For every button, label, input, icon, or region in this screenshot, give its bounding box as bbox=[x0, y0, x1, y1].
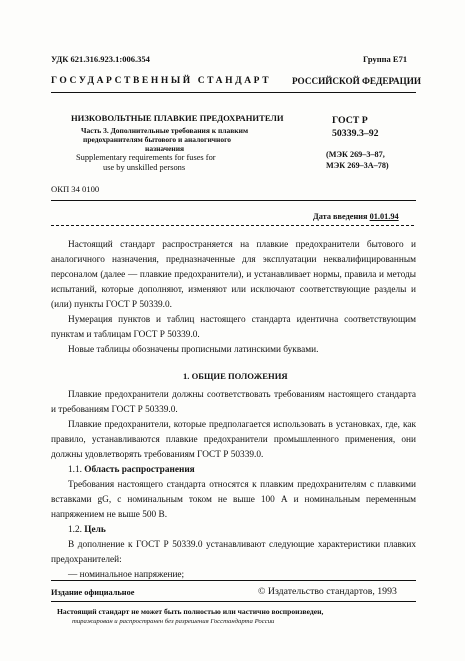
okp-rule bbox=[51, 200, 416, 201]
intro-paragraph-2: Нумерация пунктов и таблиц настоящего стандарта идентична соответствующим пунктам и таблицам ГОСТ Р 50339.0. bbox=[51, 315, 416, 340]
intro-text bbox=[51, 238, 416, 358]
subsection-1-2-number: 1.2. bbox=[68, 525, 82, 535]
copyright-notice-1: Настоящий стандарт не может быть полностью или частично воспроизведен, bbox=[57, 607, 324, 616]
subsection-1-2 bbox=[51, 523, 416, 538]
part-line-2: предохранителям бытового и аналогичного bbox=[83, 135, 232, 144]
banner-right: РОССИЙСКОЙ ФЕДЕРАЦИИ bbox=[292, 76, 422, 86]
gost-number: 50339.3–92 bbox=[332, 128, 379, 139]
copyright: © Издательство стандартов, 1993 bbox=[258, 586, 397, 597]
doc-title: НИЗКОВОЛЬТНЫЕ ПЛАВКИЕ ПРЕДОХРАНИТЕЛИ bbox=[71, 113, 284, 123]
subsection-1-2-title: Цель bbox=[84, 525, 106, 535]
okp-code: ОКП 34 0100 bbox=[51, 184, 100, 194]
udk-code: УДК 621.316.923.1:006.354 bbox=[51, 54, 150, 64]
date-rule bbox=[51, 225, 416, 226]
intro-date bbox=[313, 212, 399, 221]
part-line-3: назначения bbox=[145, 144, 185, 153]
header-rule bbox=[51, 92, 416, 93]
section-paragraph-4: В дополнение к ГОСТ Р 50339.0 устанавливают следующие характеристики плавких предохранителей: bbox=[51, 540, 416, 565]
official-edition: Издание официальное bbox=[51, 588, 135, 597]
intro-paragraph-3: Новые таблицы обозначены прописными латинскими буквами. bbox=[68, 345, 319, 355]
intro-date-label: Дата введения bbox=[313, 212, 368, 221]
section-heading: 1. ОБЩИЕ ПОЛОЖЕНИЯ bbox=[183, 371, 288, 381]
gost-label: ГОСТ Р bbox=[332, 115, 368, 126]
subsection-1-1-title: Область распространения bbox=[84, 465, 195, 475]
iec-ref-2: МЭК 269–3А–78) bbox=[326, 161, 389, 170]
group-code: Группа Е71 bbox=[363, 54, 408, 64]
section-paragraph-1: Плавкие предохранители должны соответствовать требованиям настоящего стандарта и требованиям ГОСТ Р 50339.0. bbox=[51, 390, 416, 415]
english-title-2: use by unskilled persons bbox=[103, 163, 186, 172]
english-title-1: Supplementary requirements for fuses for bbox=[76, 153, 216, 162]
section-paragraph-3: Требования настоящего стандарта относятся к плавким предохранителям с плавкими вставками gG, с номинальным током не выше 100 А и номинальным переменным напряжением не выше 500 В. bbox=[51, 480, 416, 520]
iec-ref-1: (МЭК 269–3–87, bbox=[326, 150, 385, 159]
intro-paragraph-1: Настоящий стандарт распространяется на плавкие предохранители бытового и аналогичного назначения, предназначенные для эксплуатации неквалифицированным персоналом (далее — плавкие предохранители), и устанавливает нормы, правила и методы испытаний, которые дополняют, изменяют или исключают соответствующие разделы и (или) пункты ГОСТ Р 50339.0. bbox=[51, 240, 416, 310]
banner-left: ГОСУДАРСТВЕННЫЙ СТАНДАРТ bbox=[51, 76, 272, 86]
footer-rule-2 bbox=[51, 601, 416, 602]
subsection-1-1-number: 1.1. bbox=[68, 465, 82, 475]
subsection-1-1 bbox=[51, 463, 416, 478]
list-item-1: — номинальное напряжение; bbox=[68, 570, 185, 580]
footer-rule bbox=[51, 580, 416, 581]
section-paragraph-2: Плавкие предохранители, которые предполагается использовать в установках, где, как правило, устанавливаются плавкие предохранители промышленного применения, они должны удовлетворять требованиям ГОСТ Р 50339.0. bbox=[51, 420, 416, 460]
part-line-1: Часть 3. Дополнительные требования к плавким bbox=[81, 126, 249, 135]
intro-date-value: 01.01.94 bbox=[369, 212, 399, 221]
section-1-text bbox=[51, 388, 416, 583]
copyright-notice-2: тиражирован и распространен без разрешения Госстандарта России bbox=[72, 618, 275, 625]
